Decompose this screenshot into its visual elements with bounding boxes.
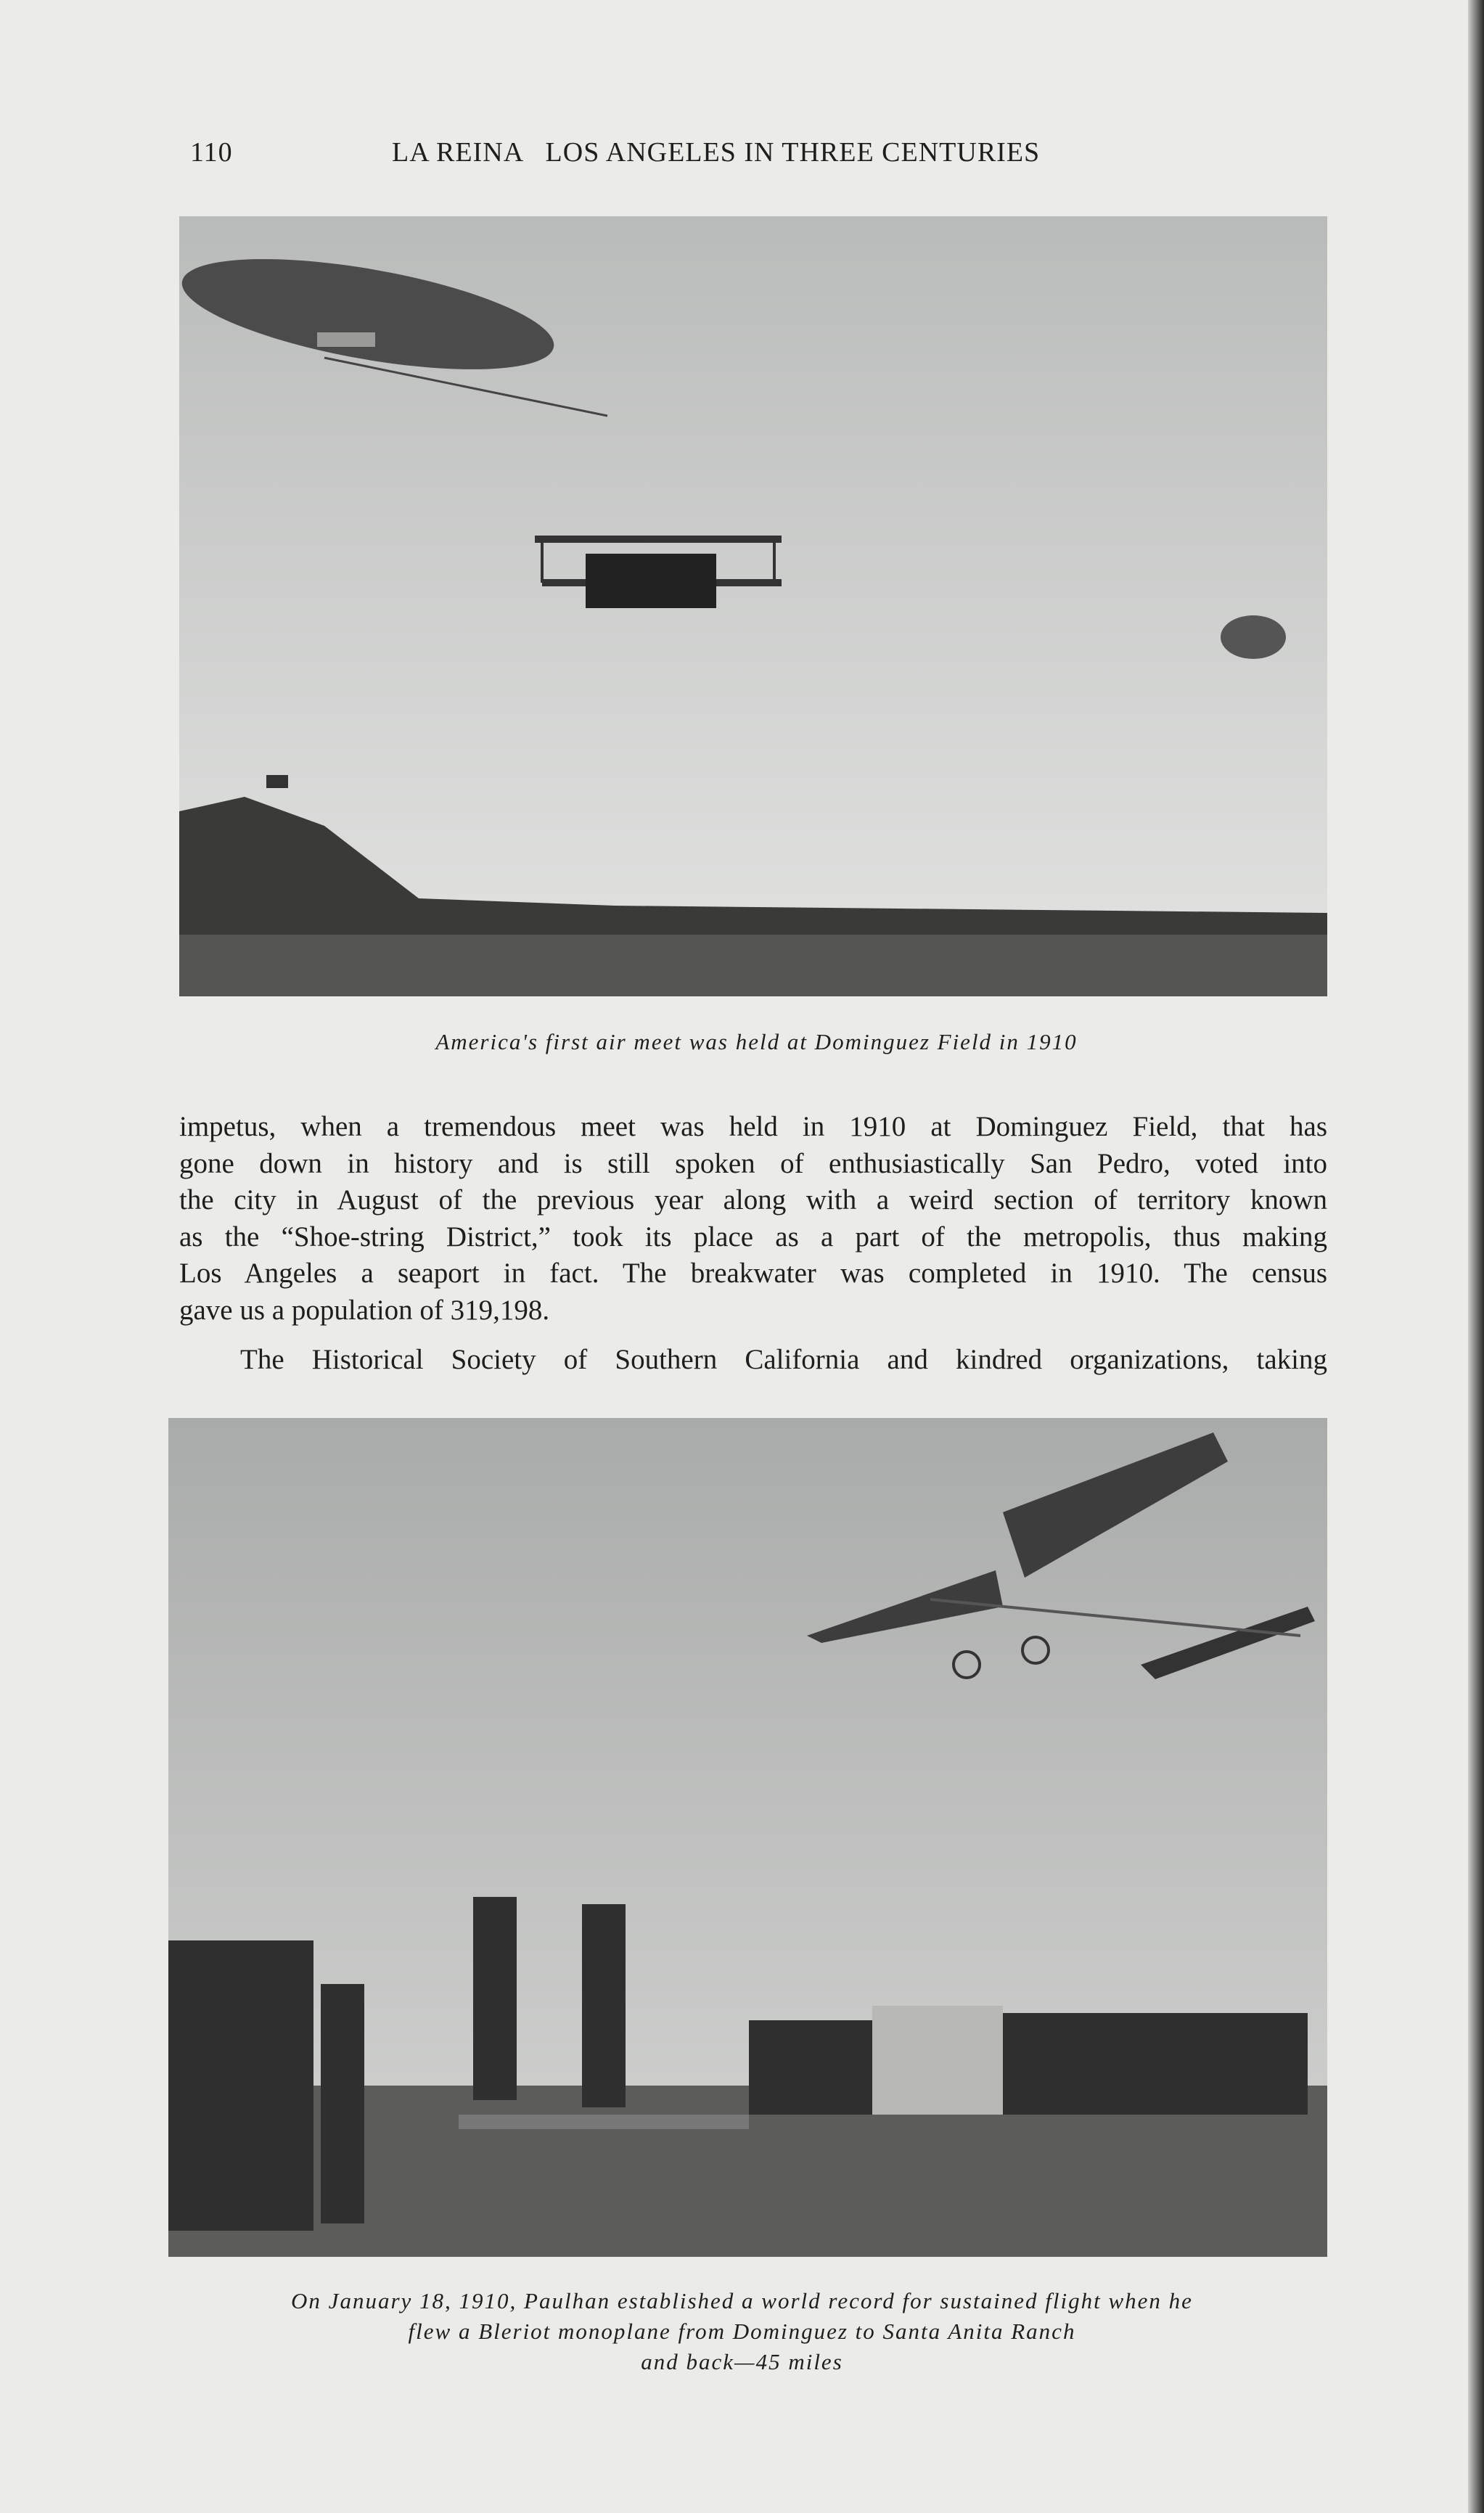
figure2-caption xyxy=(0,2286,1484,2377)
page-number: 110 xyxy=(190,137,233,168)
book-spine-shadow xyxy=(1468,0,1484,2513)
text-line: impetus, when a tremendous meet was held in 1910 at Dominguez Field, that has xyxy=(179,1111,1327,1142)
photo-bleriot-monoplane xyxy=(168,1418,1327,2257)
figure1-caption: America's first air meet was held at Dominguez Field in 1910 xyxy=(435,1029,1078,1054)
text-line: Los Angeles a seaport in fact. The breakwater was completed in 1910. The census xyxy=(179,1258,1327,1289)
photo-air-meet xyxy=(179,216,1327,996)
flag xyxy=(266,775,288,788)
text-line: the city in August of the previous year along with a weird section of territory known xyxy=(179,1184,1327,1215)
small-airship xyxy=(1221,615,1286,659)
caption-line: and back—45 miles xyxy=(641,2349,843,2374)
text-line: gone down in history and is still spoken of enthusiastically San Pedro, voted into xyxy=(179,1147,1327,1179)
caption-line: flew a Bleriot monoplane from Dominguez to Santa Anita Ranch xyxy=(408,2319,1076,2344)
text-line: as the “Shoe-string District,” took its place as a part of the metropolis, thus making xyxy=(179,1221,1327,1253)
running-title: LA REINA LOS ANGELES IN THREE CENTURIES xyxy=(392,137,1041,168)
text-line: gave us a population of 319,198. xyxy=(179,1294,550,1326)
text-line: The Historical Society of Southern California and kindred organizations, taking xyxy=(240,1344,1327,1375)
body-text xyxy=(179,1109,1327,1379)
caption-line: On January 18, 1910, Paulhan established a world record for sustained flight when he xyxy=(291,2288,1193,2313)
